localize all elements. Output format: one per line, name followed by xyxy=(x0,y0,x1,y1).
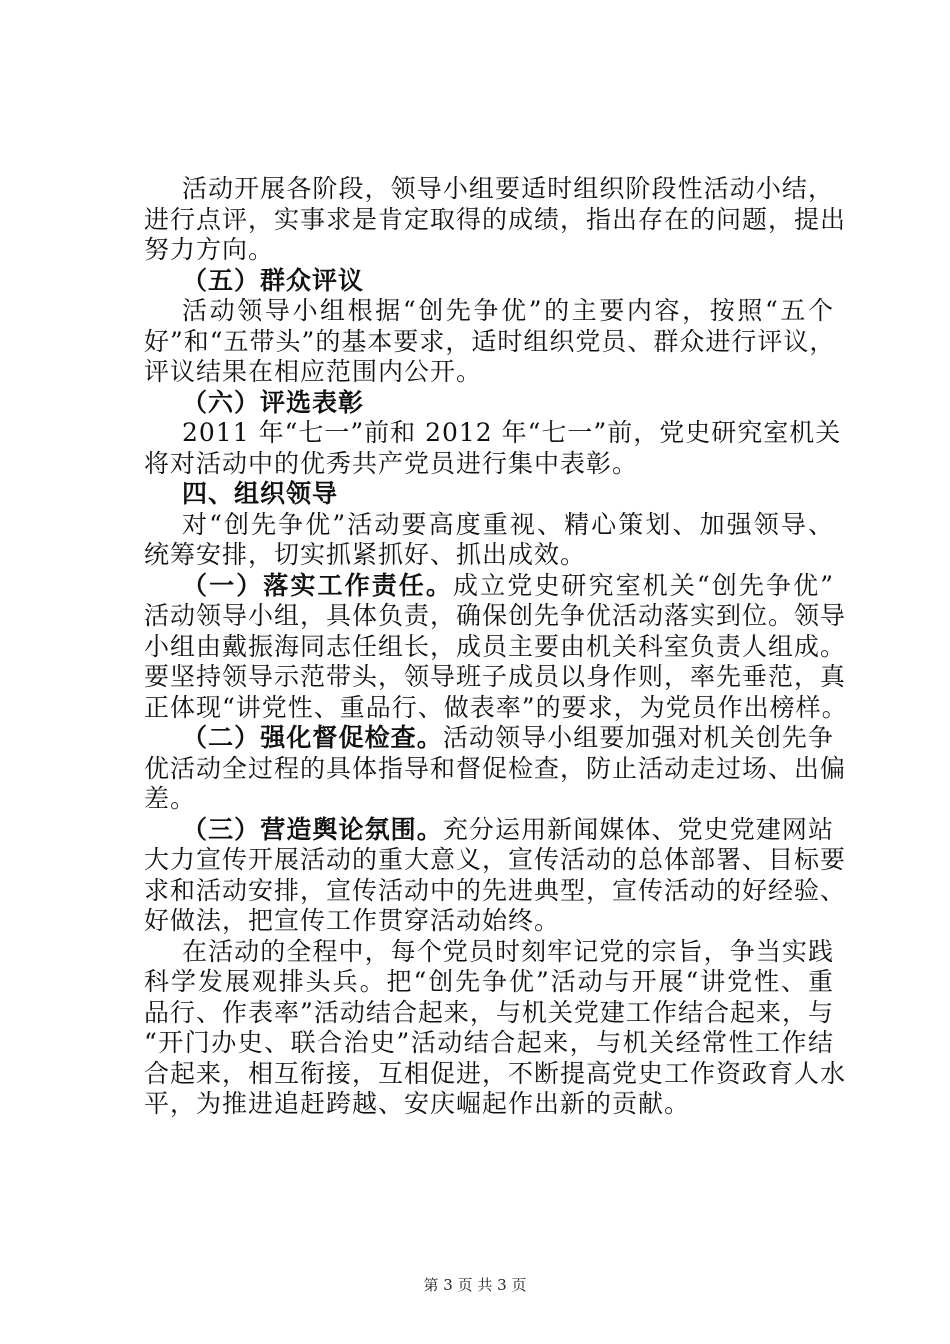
paragraph xyxy=(144,510,834,571)
text-line: 正体现“讲党性、重品行、做表率”的要求，为党员作出榜样。 xyxy=(144,692,848,722)
text-line: “开门办史、联合治史”活动结合起来，与机关经常性工作结 xyxy=(144,1028,834,1057)
text-line: 2011 年“七一”前和 2012 年“七一”前，党史研究室机关 xyxy=(182,418,842,447)
text-line: 平，为推进追赶跨越、安庆崛起作出新的贡献。 xyxy=(144,1089,691,1118)
text-run: 成立党史研究室机关“创先争优” xyxy=(453,570,834,600)
bold-lead: （三）营造舆论氛围。 xyxy=(182,814,443,844)
text-line: 进行点评，实事求是肯定取得的成绩，指出存在的问题，提出 xyxy=(144,204,847,234)
section-heading: （六）评选表彰 xyxy=(182,387,365,417)
text-line: 统筹安排，切实抓紧抓好、抓出成效。 xyxy=(144,540,587,569)
text-line xyxy=(144,571,834,602)
page-footer xyxy=(0,1275,950,1295)
text-run: 充分运用新闻媒体、党史党建网站 xyxy=(442,814,834,844)
text-line: 小组由戴振海同志任组长，成员主要由机关科室负责人组成。 xyxy=(144,631,847,661)
text-run: 活动领导小组要加强对机关创先争 xyxy=(442,723,834,752)
text-line xyxy=(144,723,834,754)
text-line: 差。 xyxy=(144,784,197,813)
text-line: 品行、作表率”活动结合起来，与机关党建工作结合起来，与 xyxy=(144,997,834,1027)
paragraph xyxy=(144,723,847,815)
paragraph xyxy=(144,936,847,1120)
bold-lead: （二）强化督促检查。 xyxy=(182,723,443,752)
section-heading: （五）群众评议 xyxy=(182,265,365,295)
paragraph xyxy=(144,296,834,388)
text-line: 在活动的全程中，每个党员时刻牢记党的宗旨，争当实践 xyxy=(182,936,834,966)
text-line: 将对活动中的优秀共产党员进行集中表彰。 xyxy=(144,448,639,478)
text-line: 好”和“五带头”的基本要求，适时组织党员、群众进行评议， xyxy=(144,326,836,356)
bold-lead: （一）落实工作责任。 xyxy=(182,570,454,600)
section-heading: 四、组织领导 xyxy=(182,479,339,508)
text-line: 活动开展各阶段，领导小组要适时组织阶段性活动小结， xyxy=(182,174,834,203)
document-body xyxy=(144,174,848,1120)
text-line xyxy=(144,815,834,846)
paragraph xyxy=(144,570,848,724)
text-line: 活动领导小组，具体负责，确保创先争优活动落实到位。领导 xyxy=(144,601,847,630)
text-line: 活动领导小组根据“创先争优”的主要内容，按照“五个 xyxy=(182,296,834,325)
text-line: 评议结果在相应范围内公开。 xyxy=(144,357,483,386)
text-line: 要坚持领导示范带头，领导班子成员以身作则，率先垂范，真 xyxy=(144,662,847,691)
paragraph xyxy=(144,418,842,479)
text-line: 努力方向。 xyxy=(144,235,275,264)
paragraph xyxy=(144,174,847,266)
page-number: 第 3 页 共 3 页 xyxy=(423,1276,527,1294)
text-line: 优活动全过程的具体指导和督促检查，防止活动走过场、出偏 xyxy=(144,753,847,783)
paragraph xyxy=(144,814,847,937)
text-line: 对“创先争优”活动要高度重视、精心策划、加强领导、 xyxy=(182,509,834,539)
text-line: 求和活动安排，宣传活动中的先进典型，宣传活动的好经验、 xyxy=(144,875,847,905)
text-line: 好做法，把宣传工作贯穿活动始终。 xyxy=(144,906,561,935)
text-line: 大力宣传开展活动的重大意义，宣传活动的总体部署、目标要 xyxy=(144,845,847,874)
text-line: 科学发展观排头兵。把“创先争优”活动与开展“讲党性、重 xyxy=(144,967,834,996)
text-line: 合起来，相互衔接，互相促进，不断提高党史工作资政育人水 xyxy=(144,1058,847,1088)
